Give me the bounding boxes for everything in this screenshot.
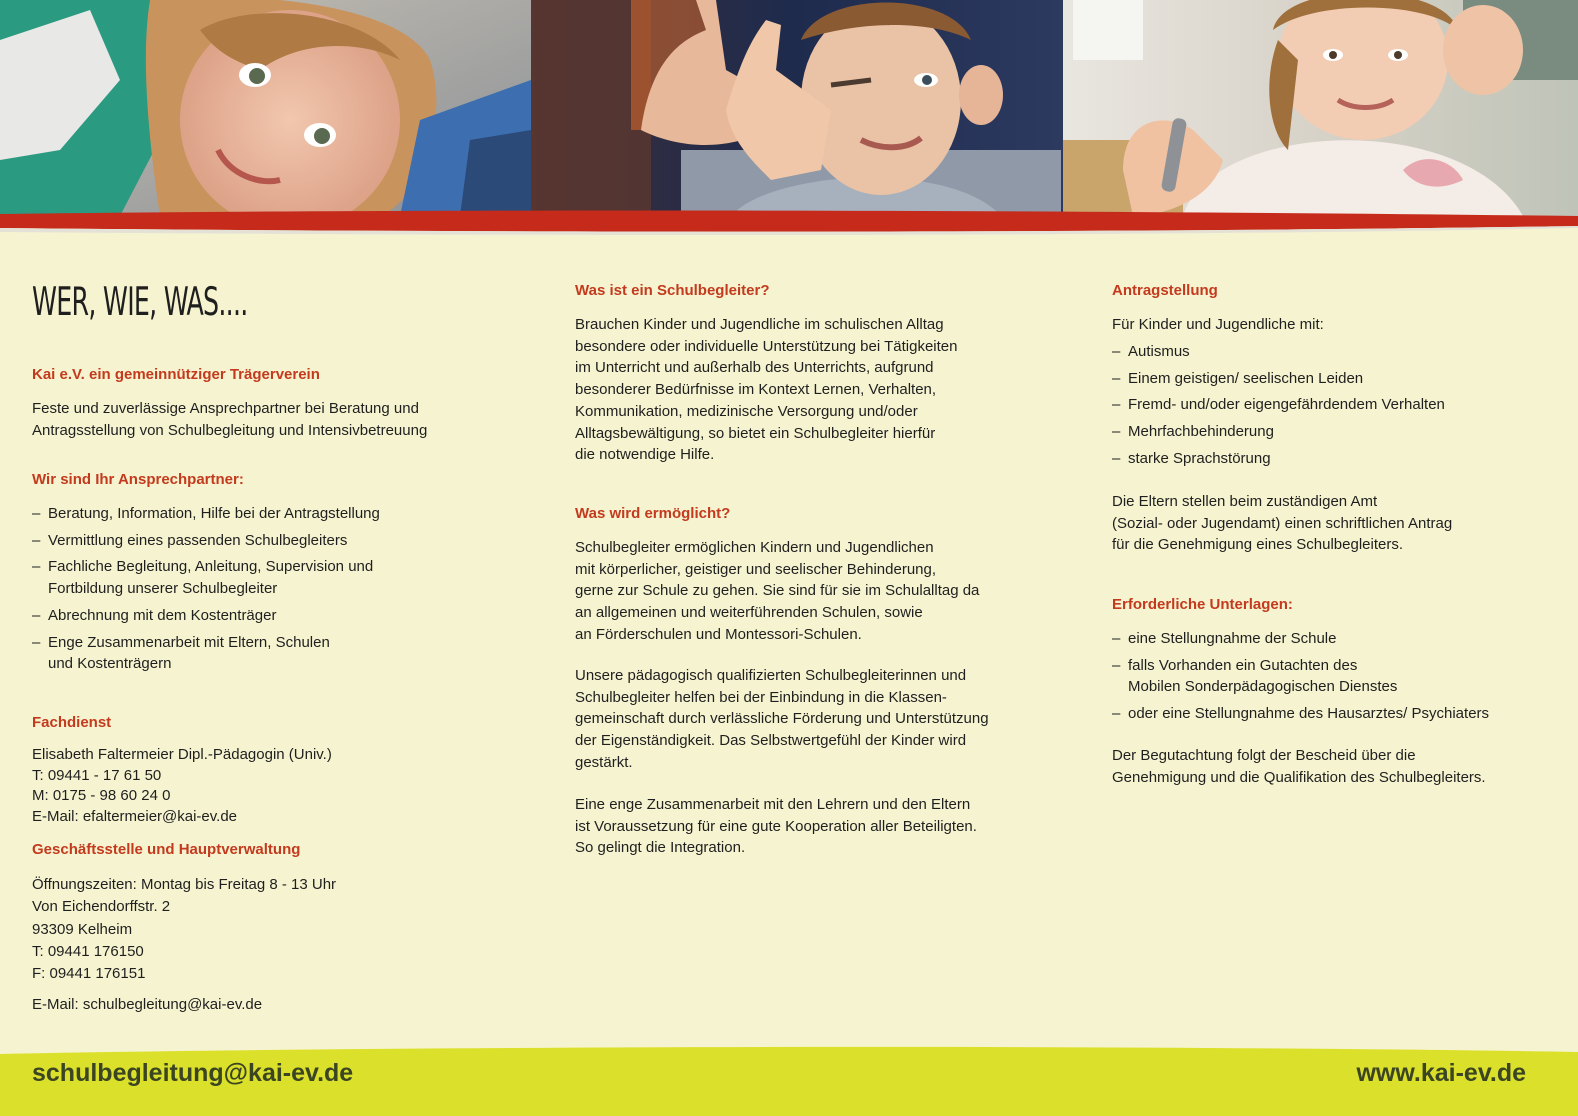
antrag-list bbox=[1112, 341, 1562, 470]
list-item: – eine Stellungnahme der Schule bbox=[1112, 628, 1562, 650]
list-item: – Abrechnung mit dem Kostenträger bbox=[32, 605, 502, 627]
list-item: – Mehrfachbehinderung bbox=[1112, 421, 1562, 443]
unterlagen-text: Der Begutachtung folgt der Bescheid über die Genehmigung und die Qualifikation des Schulbegleiters. bbox=[1112, 747, 1486, 786]
boy-hand-gesture-photo bbox=[531, 0, 1063, 216]
heading-unterlagen: Erforderliche Unterlagen: bbox=[1112, 596, 1293, 613]
heading-ansprechpartner: Wir sind Ihr Ansprechpartner: bbox=[32, 471, 244, 488]
antrag-intro: Für Kinder und Jugendliche mit: bbox=[1112, 316, 1324, 333]
footer-email-link[interactable]: schulbegleitung@kai-ev.de bbox=[32, 1059, 354, 1087]
fachdienst-contact: Elisabeth Faltermeier Dipl.-Pädagogin (Univ.) T: 09441 - 17 61 50 M: 0175 - 98 60 24 0 E-Mail: efaltermeier@kai-ev.de bbox=[32, 746, 332, 825]
heading-verein: Kai e.V. ein gemeinnütziger Trägerverein bbox=[32, 366, 320, 383]
was-ist-text: Brauchen Kinder und Jugendliche im schulischen Alltag besondere oder individuelle Unterstützung bei Tätigkeiten im Unterricht und außerhalb des Unterrichts, aufgrund besonderer Bedürfnisse im Kontext Lernen, Verhalten, Kommunikation, medizinische Versorgung und/oder Alltagsbewältigung, so bietet ein Schulbegleiter hierfür die notwendige Hilfe. bbox=[575, 316, 958, 464]
ermoeglicht-paragraph-1: Schulbegleiter ermöglichen Kindern und Jugendlichen mit körperlicher, geistiger und seelischer Behinderung, gerne zur Schule zu gehen. Sie sind für sie im Schulalltag da an allgemeinen und weiterführenden Schulen, sowie an Förderschulen und Montessori-Schulen. bbox=[575, 539, 980, 643]
antrag-text: Die Eltern stellen beim zuständigen Amt (Sozial- oder Jugendamt) einen schriftlichen Antrag für die Genehmigung eines Schulbegleiters. bbox=[1112, 493, 1453, 554]
list-item: – Fachliche Begleitung, Anleitung, Supervision und Fortbildung unserer Schulbegleiter bbox=[32, 556, 502, 599]
ermoeglicht-paragraph-3: Eine enge Zusammenarbeit mit den Lehrern und den Eltern ist Voraussetzung für eine gute Kooperation aller Beteiligten. So gelingt die Integration. bbox=[575, 796, 977, 857]
list-item: – falls Vorhanden ein Gutachten des Mobilen Sonderpädagogischen Dienstes bbox=[1112, 655, 1562, 698]
unterlagen-list bbox=[1112, 628, 1562, 725]
list-item: – Enge Zusammenarbeit mit Eltern, Schulen und Kostenträgern bbox=[32, 632, 502, 675]
list-item: – Fremd- und/oder eigengefährdendem Verhalten bbox=[1112, 394, 1562, 416]
list-item: – Autismus bbox=[1112, 341, 1562, 363]
list-item: – oder eine Stellungnahme des Hausarztes/ Psychiaters bbox=[1112, 703, 1562, 725]
heading-was-ist: Was ist ein Schulbegleiter? bbox=[575, 282, 770, 299]
list-item: – starke Sprachstörung bbox=[1112, 448, 1562, 470]
heading-geschaeftsstelle: Geschäftsstelle und Hauptverwaltung bbox=[32, 841, 301, 858]
footer-website-link[interactable]: www.kai-ev.de bbox=[1356, 1059, 1526, 1087]
ermoeglicht-paragraph-2: Unsere pädagogisch qualifizierten Schulbegleiterinnen und Schulbegleiter helfen bei der Einbindung in die Klassen- gemeinschaft durch verlässliche Förderung und Unterstützung der Eigenständigkeit. Das Selbstwertgefühl der Kinder wird gestärkt. bbox=[575, 667, 989, 771]
heading-antragstellung: Antragstellung bbox=[1112, 282, 1218, 299]
girl-looking-up-photo bbox=[0, 0, 531, 216]
list-item: – Vermittlung eines passenden Schulbegleiters bbox=[32, 530, 502, 552]
heading-was-wird: Was wird ermöglicht? bbox=[575, 505, 731, 522]
geschaeftsstelle-email: E-Mail: schulbegleitung@kai-ev.de bbox=[32, 996, 263, 1013]
heading-fachdienst: Fachdienst bbox=[32, 714, 112, 731]
red-divider-band bbox=[0, 206, 1578, 236]
list-item: – Einem geistigen/ seelischen Leiden bbox=[1112, 368, 1562, 390]
geschaeftsstelle-text: Öffnungszeiten: Montag bis Freitag 8 - 13 Uhr Von Eichendorffstr. 2 93309 Kelheim T: 09441 176150 F: 09441 176151 bbox=[32, 876, 337, 983]
girl-with-pen-photo bbox=[1063, 0, 1578, 216]
list-item: – Beratung, Information, Hilfe bei der Antragstellung bbox=[32, 503, 502, 525]
page-title: WER, WIE, WAS.... bbox=[32, 280, 248, 325]
ansprech-list bbox=[32, 503, 502, 675]
verein-text: Feste und zuverlässige Ansprechpartner bei Beratung und Antragsstellung von Schulbegleitung und Intensivbetreuung bbox=[32, 400, 428, 439]
photo-strip bbox=[0, 0, 1578, 216]
